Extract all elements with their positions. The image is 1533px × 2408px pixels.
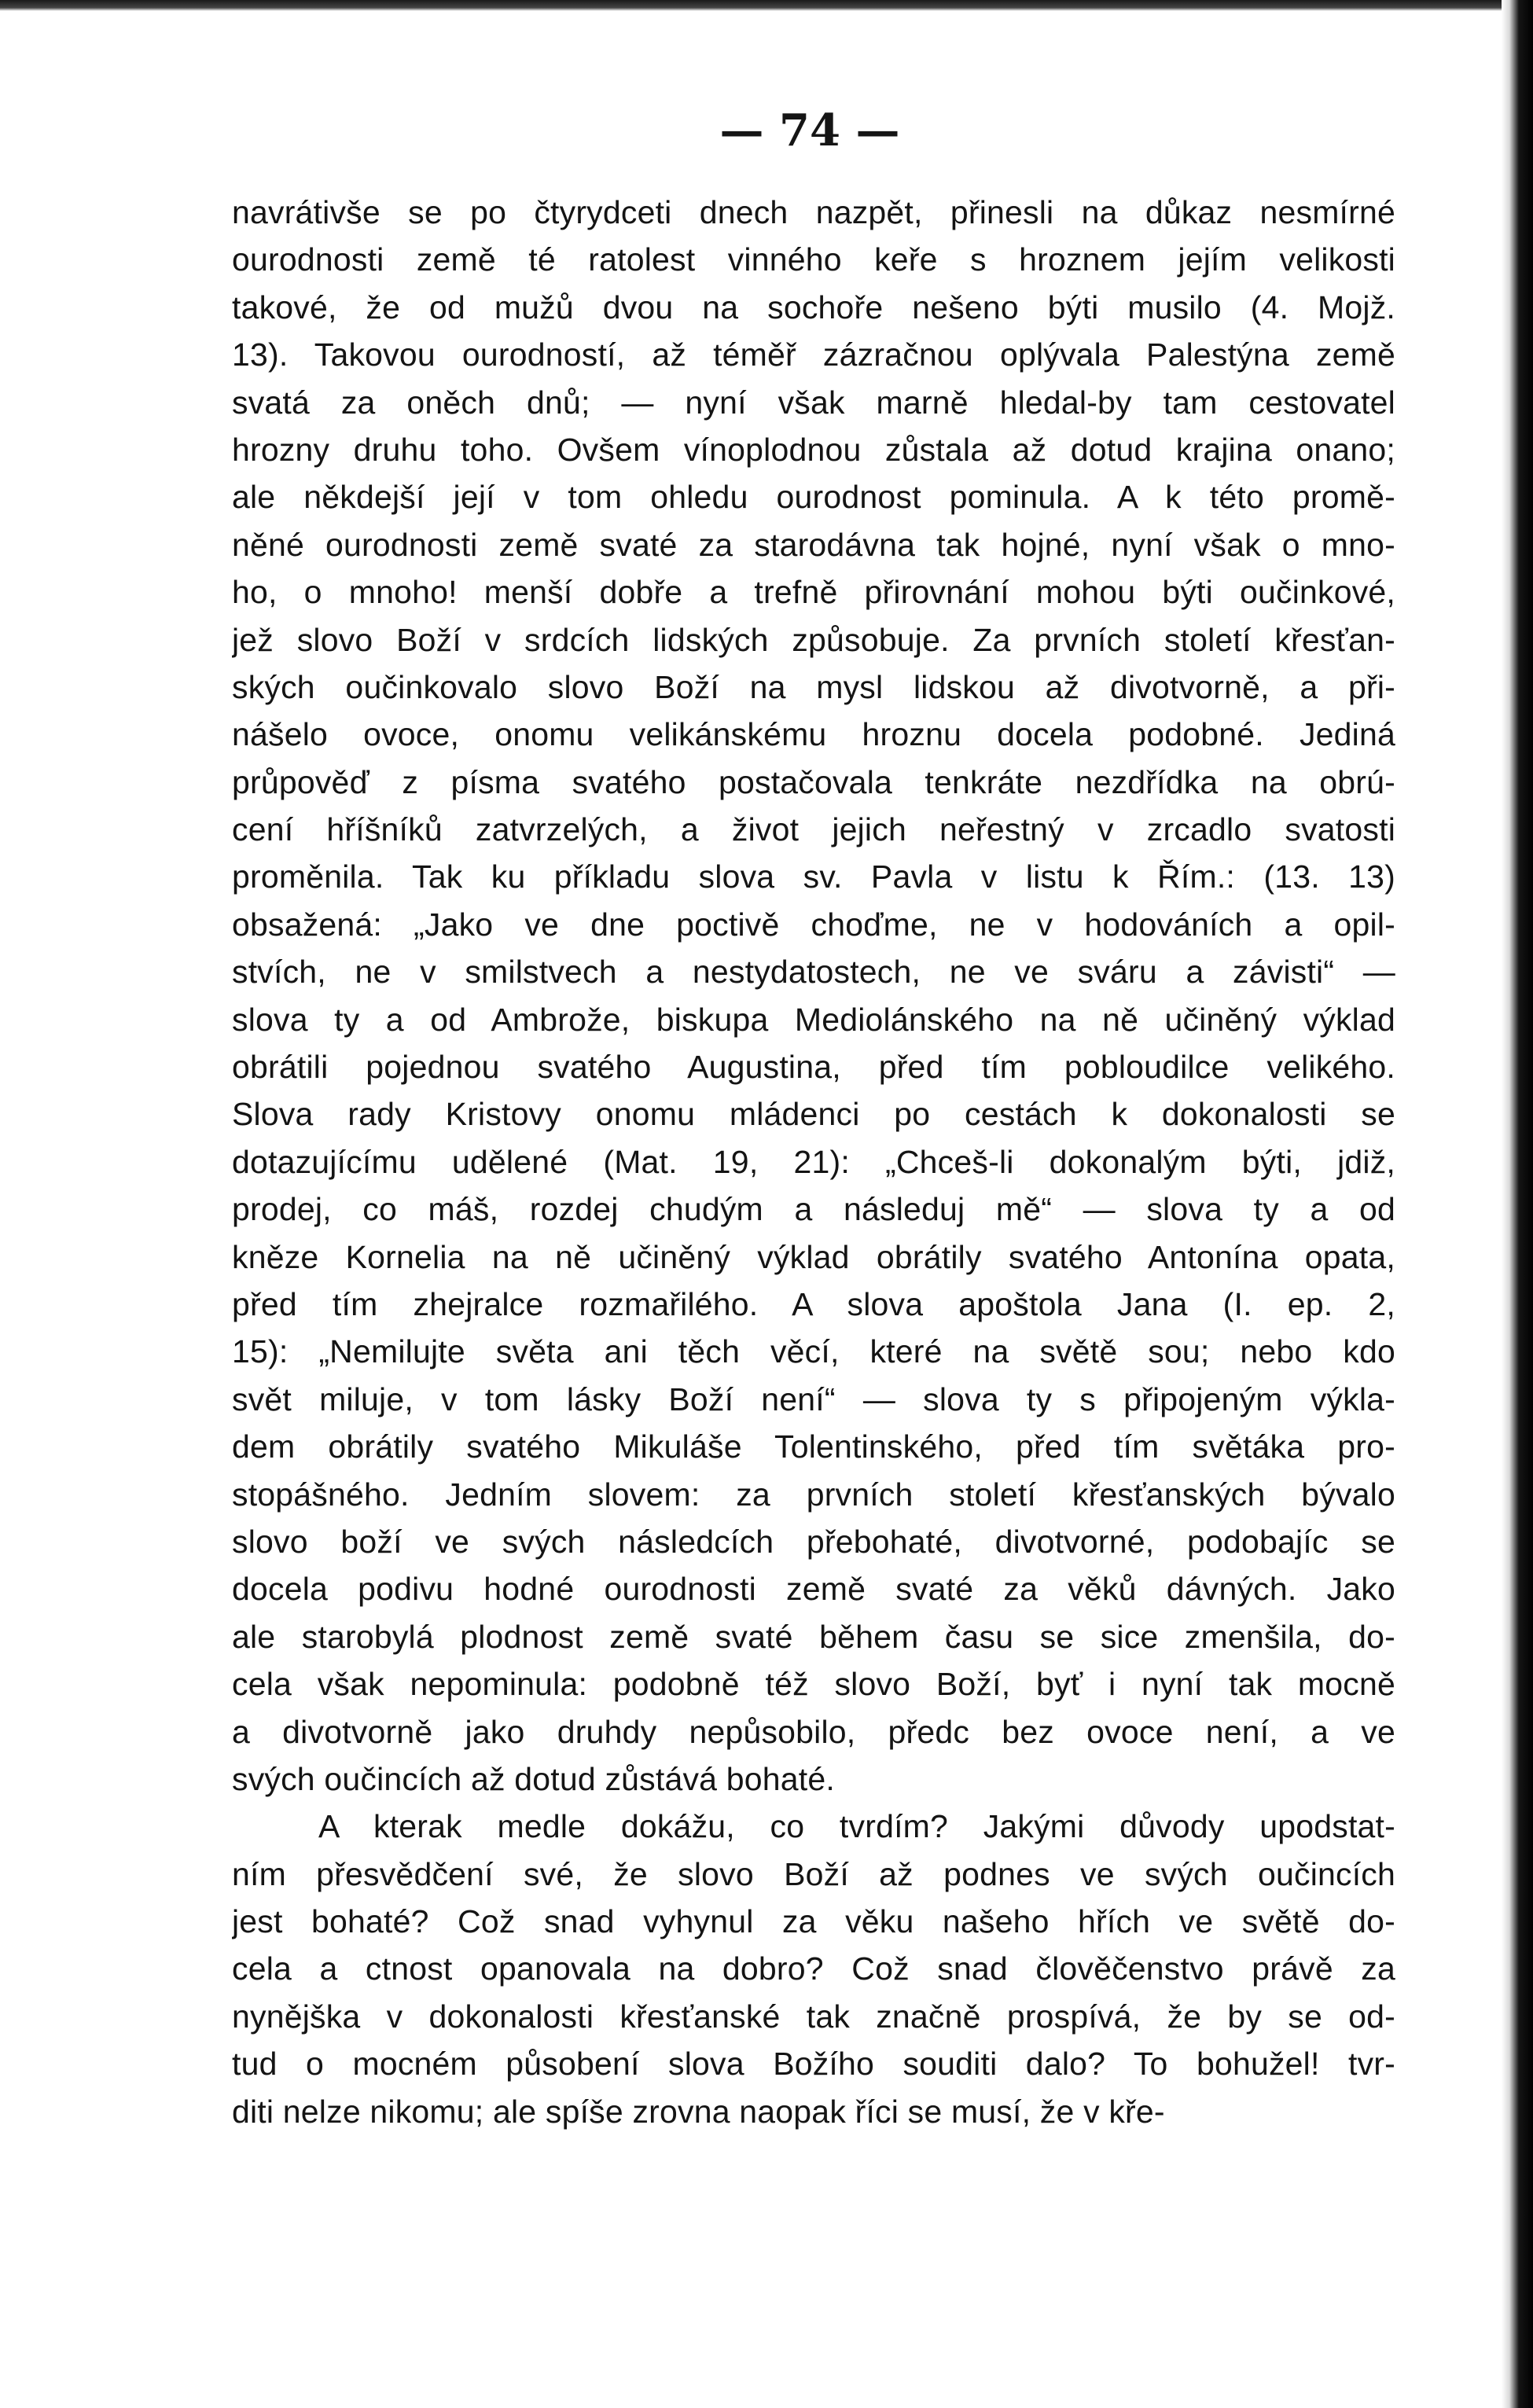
text-line: diti nelze nikomu; ale spíše zrovna naopak říci se musí, že v kře- <box>232 2093 1165 2130</box>
text-line: ale někdejší její v tom ohledu ourodnost pominula. A k této promě- <box>232 479 1395 516</box>
text-line: jež slovo Boží v srdcích lidských způsobuje. Za prvních století křesťan- <box>232 621 1395 658</box>
text-line: a divotvorně jako druhdy nepůsobilo, předc bez ovoce není, a ve <box>232 1713 1395 1750</box>
text-line: tud o mocném působení slova Božího souditi dalo? To bohužel! tvr- <box>232 2046 1395 2083</box>
text-line: takové, že od mužů dvou na sochoře nešeno býti musilo (4. Mojž. <box>232 289 1395 325</box>
text-line: něné ourodnosti země svaté za starodávna tak hojné, nyní však o mno- <box>232 526 1395 563</box>
text-line: kněze Kornelia na ně učiněný výklad obrátily svatého Antonína opata, <box>232 1238 1395 1275</box>
scan-right-edge <box>1502 0 1533 2408</box>
text-line: ských oučinkovalo slovo Boží na mysl lidskou až divotvorně, a při- <box>232 668 1395 705</box>
page-number: — 74 — <box>719 105 900 156</box>
text-line: A kterak medle dokážu, co tvrdím? Jakými důvody upodstat- <box>318 1808 1395 1845</box>
scan-top-edge <box>0 0 1533 11</box>
text-line: nynějška v dokonalosti křesťanské tak značně prospívá, že by se od- <box>232 1998 1395 2035</box>
text-line: Slova rady Kristovy onomu mládenci po cestách k dokonalosti se <box>232 1096 1395 1133</box>
text-line: dotazujícímu udělené (Mat. 19, 21): „Chceš-li dokonalým býti, jdiž, <box>232 1143 1395 1180</box>
text-line: před tím zhejralce rozmařilého. A slova apoštola Jana (I. ep. 2, <box>232 1285 1395 1322</box>
text-line: cení hříšníků zatvrzelých, a život jejich neřestný v zrcadlo svatosti <box>232 811 1395 848</box>
text-line: nášelo ovoce, onomu velikánskému hroznu docela podobné. Jediná <box>232 716 1395 753</box>
text-line: cela a ctnost opanovala na dobro? Což snad člověčenstvo právě za <box>232 1950 1395 1987</box>
text-line: proměnila. Tak ku příkladu slova sv. Pavla v listu k Řím.: (13. 13) <box>232 858 1395 895</box>
text-line: cela však nepominula: podobně též slovo Boží, byť i nyní tak mocně <box>232 1666 1395 1703</box>
text-line: navrátivše se po čtyrydceti dnech nazpět, přinesli na důkaz nesmírné <box>232 194 1395 230</box>
text-line: stopášného. Jedním slovem: za prvních století křesťanských bývalo <box>232 1476 1395 1513</box>
text-line: slova ty a od Ambrože, biskupa Mediolánského na ně učiněný výklad <box>232 1001 1395 1038</box>
body-text <box>232 189 1395 2135</box>
text-line: docela podivu hodné ourodnosti země svaté za věků dávných. Jako <box>232 1571 1395 1608</box>
text-line: ourodnosti země té ratolest vinného keře s hroznem jejím velikosti <box>232 241 1395 278</box>
text-line: slovo boží ve svých následcích přebohaté, divotvorné, podobajíc se <box>232 1523 1395 1560</box>
paragraph <box>232 1803 1395 2135</box>
text-line: 15): „Nemilujte světa ani těch věcí, které na světě sou; nebo kdo <box>232 1333 1395 1370</box>
text-line: obsažená: „Jako ve dne poctivě choďme, ne v hodováních a opil- <box>232 906 1395 943</box>
paragraph <box>232 189 1395 1803</box>
text-line: hrozny druhu toho. Ovšem vínoplodnou zůstala až dotud krajina onano; <box>232 431 1395 468</box>
text-line: svatá za oněch dnů; — nyní však marně hledal-by tam cestovatel <box>232 384 1395 421</box>
text-line: průpověď z písma svatého postačovala tenkráte nezdřídka na obrú- <box>232 763 1395 800</box>
text-line: obrátili pojednou svatého Augustina, před tím pobloudilce velikého. <box>232 1049 1395 1086</box>
text-line: ale starobylá plodnost země svaté během času se sice zmenšila, do- <box>232 1618 1395 1655</box>
text-line: ním přesvědčení své, že slovo Boží až podnes ve svých oučincích <box>232 1855 1395 1892</box>
text-line: jest bohaté? Což snad vyhynul za věku našeho hřích ve světě do- <box>232 1903 1395 1940</box>
text-line: 13). Takovou ourodností, až téměř zázračnou oplývala Palestýna země <box>232 336 1395 373</box>
text-line: prodej, co máš, rozdej chudým a následuj mě“ — slova ty a od <box>232 1191 1395 1228</box>
text-line: dem obrátily svatého Mikuláše Tolentinského, před tím světáka pro- <box>232 1428 1395 1465</box>
text-line: stvích, ne v smilstvech a nestydatostech, ne ve sváru a závisti“ — <box>232 954 1395 991</box>
text-line: svých oučincích až dotud zůstává bohaté. <box>232 1760 835 1797</box>
text-line: ho, o mnoho! menší dobře a trefně přirovnání mohou býti oučinkové, <box>232 574 1395 611</box>
text-line: svět miluje, v tom lásky Boží není“ — slova ty s připojeným výkla- <box>232 1380 1395 1417</box>
